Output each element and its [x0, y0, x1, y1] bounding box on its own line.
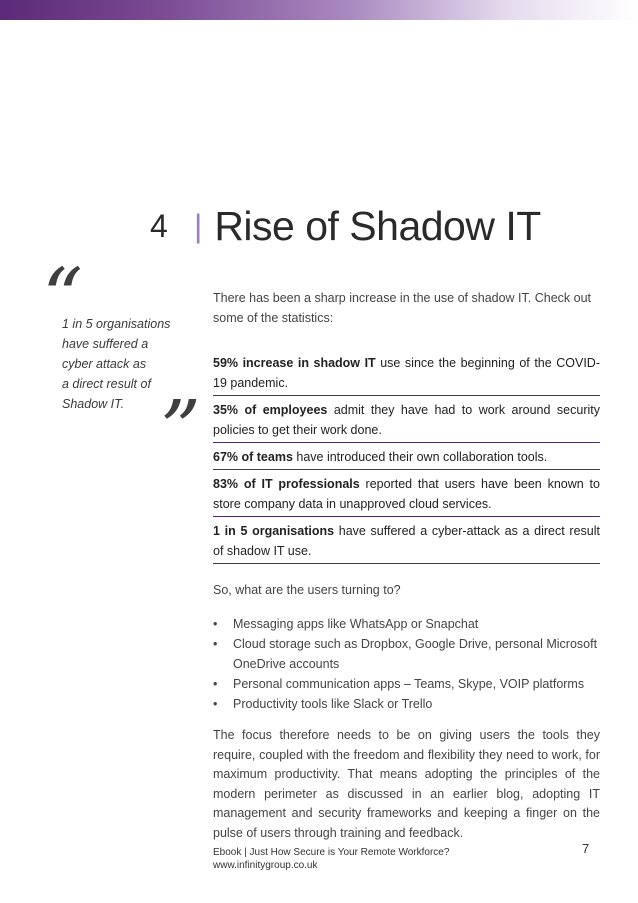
stat-item: [213, 353, 600, 396]
stat-item: [213, 447, 600, 470]
close-quote-mark: ”: [160, 383, 201, 476]
stat-item: [213, 521, 600, 564]
bullet-icon: •: [213, 637, 218, 651]
stat-highlight: 35% of employees: [213, 403, 328, 417]
stat-item: [213, 474, 600, 517]
stat-highlight: 59% increase in shadow IT: [213, 356, 376, 370]
footer-website-link[interactable]: www.infinitygroup.co.uk: [213, 860, 318, 871]
stat-text: admit they have had to work around security policies to get their work done.: [213, 403, 600, 437]
list-item: [213, 674, 600, 694]
top-gradient-bar: [0, 0, 638, 20]
statistics-list: [213, 353, 600, 564]
main-content: [213, 288, 600, 844]
stat-item: [213, 400, 600, 443]
list-item: [213, 694, 600, 714]
footer-ebook-title: Ebook | Just How Secure is Your Remote Workforce?: [213, 847, 450, 858]
page-title: Rise of Shadow IT: [214, 203, 541, 249]
open-quote-mark: “: [42, 251, 83, 344]
bullet-list: [213, 614, 600, 714]
list-item: [213, 614, 600, 634]
list-item: [213, 634, 600, 674]
question-line: So, what are the users turning to?: [213, 583, 401, 597]
list-item-text: Productivity tools like Slack or Trello: [233, 697, 433, 711]
intro-paragraph: There has been a sharp increase in the use of shadow IT. Check out some of the statistics:: [213, 291, 592, 325]
list-item-text: Personal communication apps – Teams, Skype, VOIP platforms: [233, 677, 585, 691]
stat-highlight: 67% of teams: [213, 450, 293, 464]
list-item-text: Messaging apps like WhatsApp or Snapchat: [233, 617, 479, 631]
heading-separator: |: [194, 208, 203, 244]
stat-highlight: 1 in 5 organisations: [213, 524, 335, 538]
section-heading: [150, 203, 541, 250]
bullet-icon: •: [213, 677, 218, 691]
page-number: 7: [582, 841, 590, 856]
stat-text: use since the beginning of the COVID-19 pandemic.: [213, 356, 600, 390]
body-paragraph: The focus therefore needs to be on giving users the tools they require, coupled with the freedom and flexibility they need to work, for maximum productivity. That means adopting the principles of the modern perimeter as discussed in an earlier blog, adopting IT management and security frameworks and keeping a finger on the pulse of users through training and feedback.: [213, 728, 600, 840]
bullet-icon: •: [213, 617, 218, 631]
bullet-icon: •: [213, 697, 218, 711]
stat-highlight: 83% of IT professionals: [213, 477, 360, 491]
stat-text: reported that users have been known to store company data in unapproved cloud services.: [213, 477, 600, 511]
page-footer: [213, 846, 449, 872]
stat-text: have introduced their own collaboration tools.: [292, 450, 548, 464]
stat-text: have suffered a cyber-attack as a direct result of shadow IT use.: [213, 524, 600, 558]
list-item-text: Cloud storage such as Dropbox, Google Drive, personal Microsoft OneDrive accounts: [233, 637, 598, 671]
pull-quote-text: 1 in 5 organisations have suffered a cyber attack as a direct result of Shadow IT.: [62, 317, 171, 411]
section-number: 4: [150, 208, 168, 244]
